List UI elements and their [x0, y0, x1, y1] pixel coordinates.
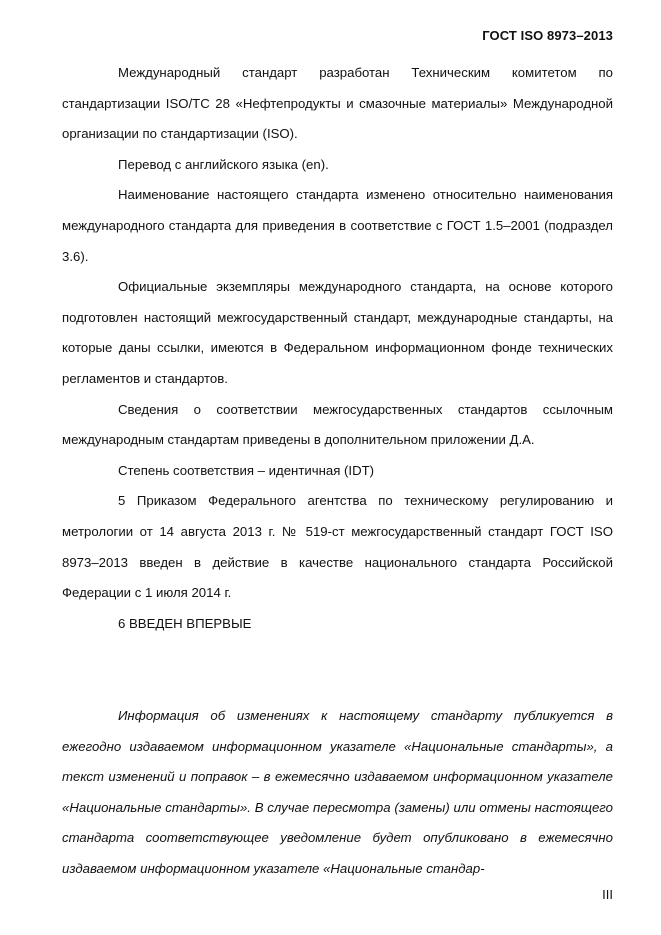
document-header: ГОСТ ISO 8973–2013 — [482, 28, 613, 43]
paragraph-name-change: Наименование настоящего стандарта изменено относительно наименования международного стандарта для приведения в соответствие с ГОСТ 1.5–2001 (подраздел 3.6). — [62, 187, 613, 264]
changes-notice: Информация об изменениях к настоящему стандарту публикуется в ежегодно издаваемом информационном указателе «Национальные стандарты», а текст изменений и поправок – в ежемесячно издаваемом информационном указателе «Национальные стандарты». В случае пересмотра (замены) или отмены настоящего стандарта соответствующее уведомление будет опубликовано в ежемесячно издаваемом информационном указателе «Национальные стандар- — [62, 708, 613, 876]
paragraph-translation: Перевод с английского языка (en). — [118, 156, 329, 172]
paragraph-conformity-info: Сведения о соответствии межгосударственных стандартов ссылочным международным стандартам приведены в дополнительном приложении Д.А. — [62, 401, 613, 448]
paragraph-introduced: 6 ВВЕДЕН ВПЕРВЫЕ — [118, 615, 252, 631]
paragraph-order: 5 Приказом Федерального агентства по техническому регулированию и метрологии от 14 августа 2013 г. № 519-ст межгосударственный стандарт ГОСТ ISO 8973–2013 введен в действие в качестве национального стандарта Российской Федерации с 1 июля 2014 г. — [62, 493, 613, 601]
document-body — [62, 58, 613, 639]
paragraph-developer: Международный стандарт разработан Техническим комитетом по стандартизации ISO/TC 28 «Нефтепродукты и смазочные материалы» Международной организации по стандартизации (ISO). — [62, 65, 613, 142]
paragraph-degree-of-conformity: Степень соответствия – идентичная (IDT) — [118, 462, 375, 478]
paragraph-official-copies: Официальные экземпляры международного стандарта, на основе которого подготовлен настоящий межгосударственный стандарт, международные стандарты, на которые даны ссылки, имеются в Федеральном информационном фонде технических регламентов и стандартов. — [62, 279, 613, 386]
page-number: III — [602, 887, 613, 902]
